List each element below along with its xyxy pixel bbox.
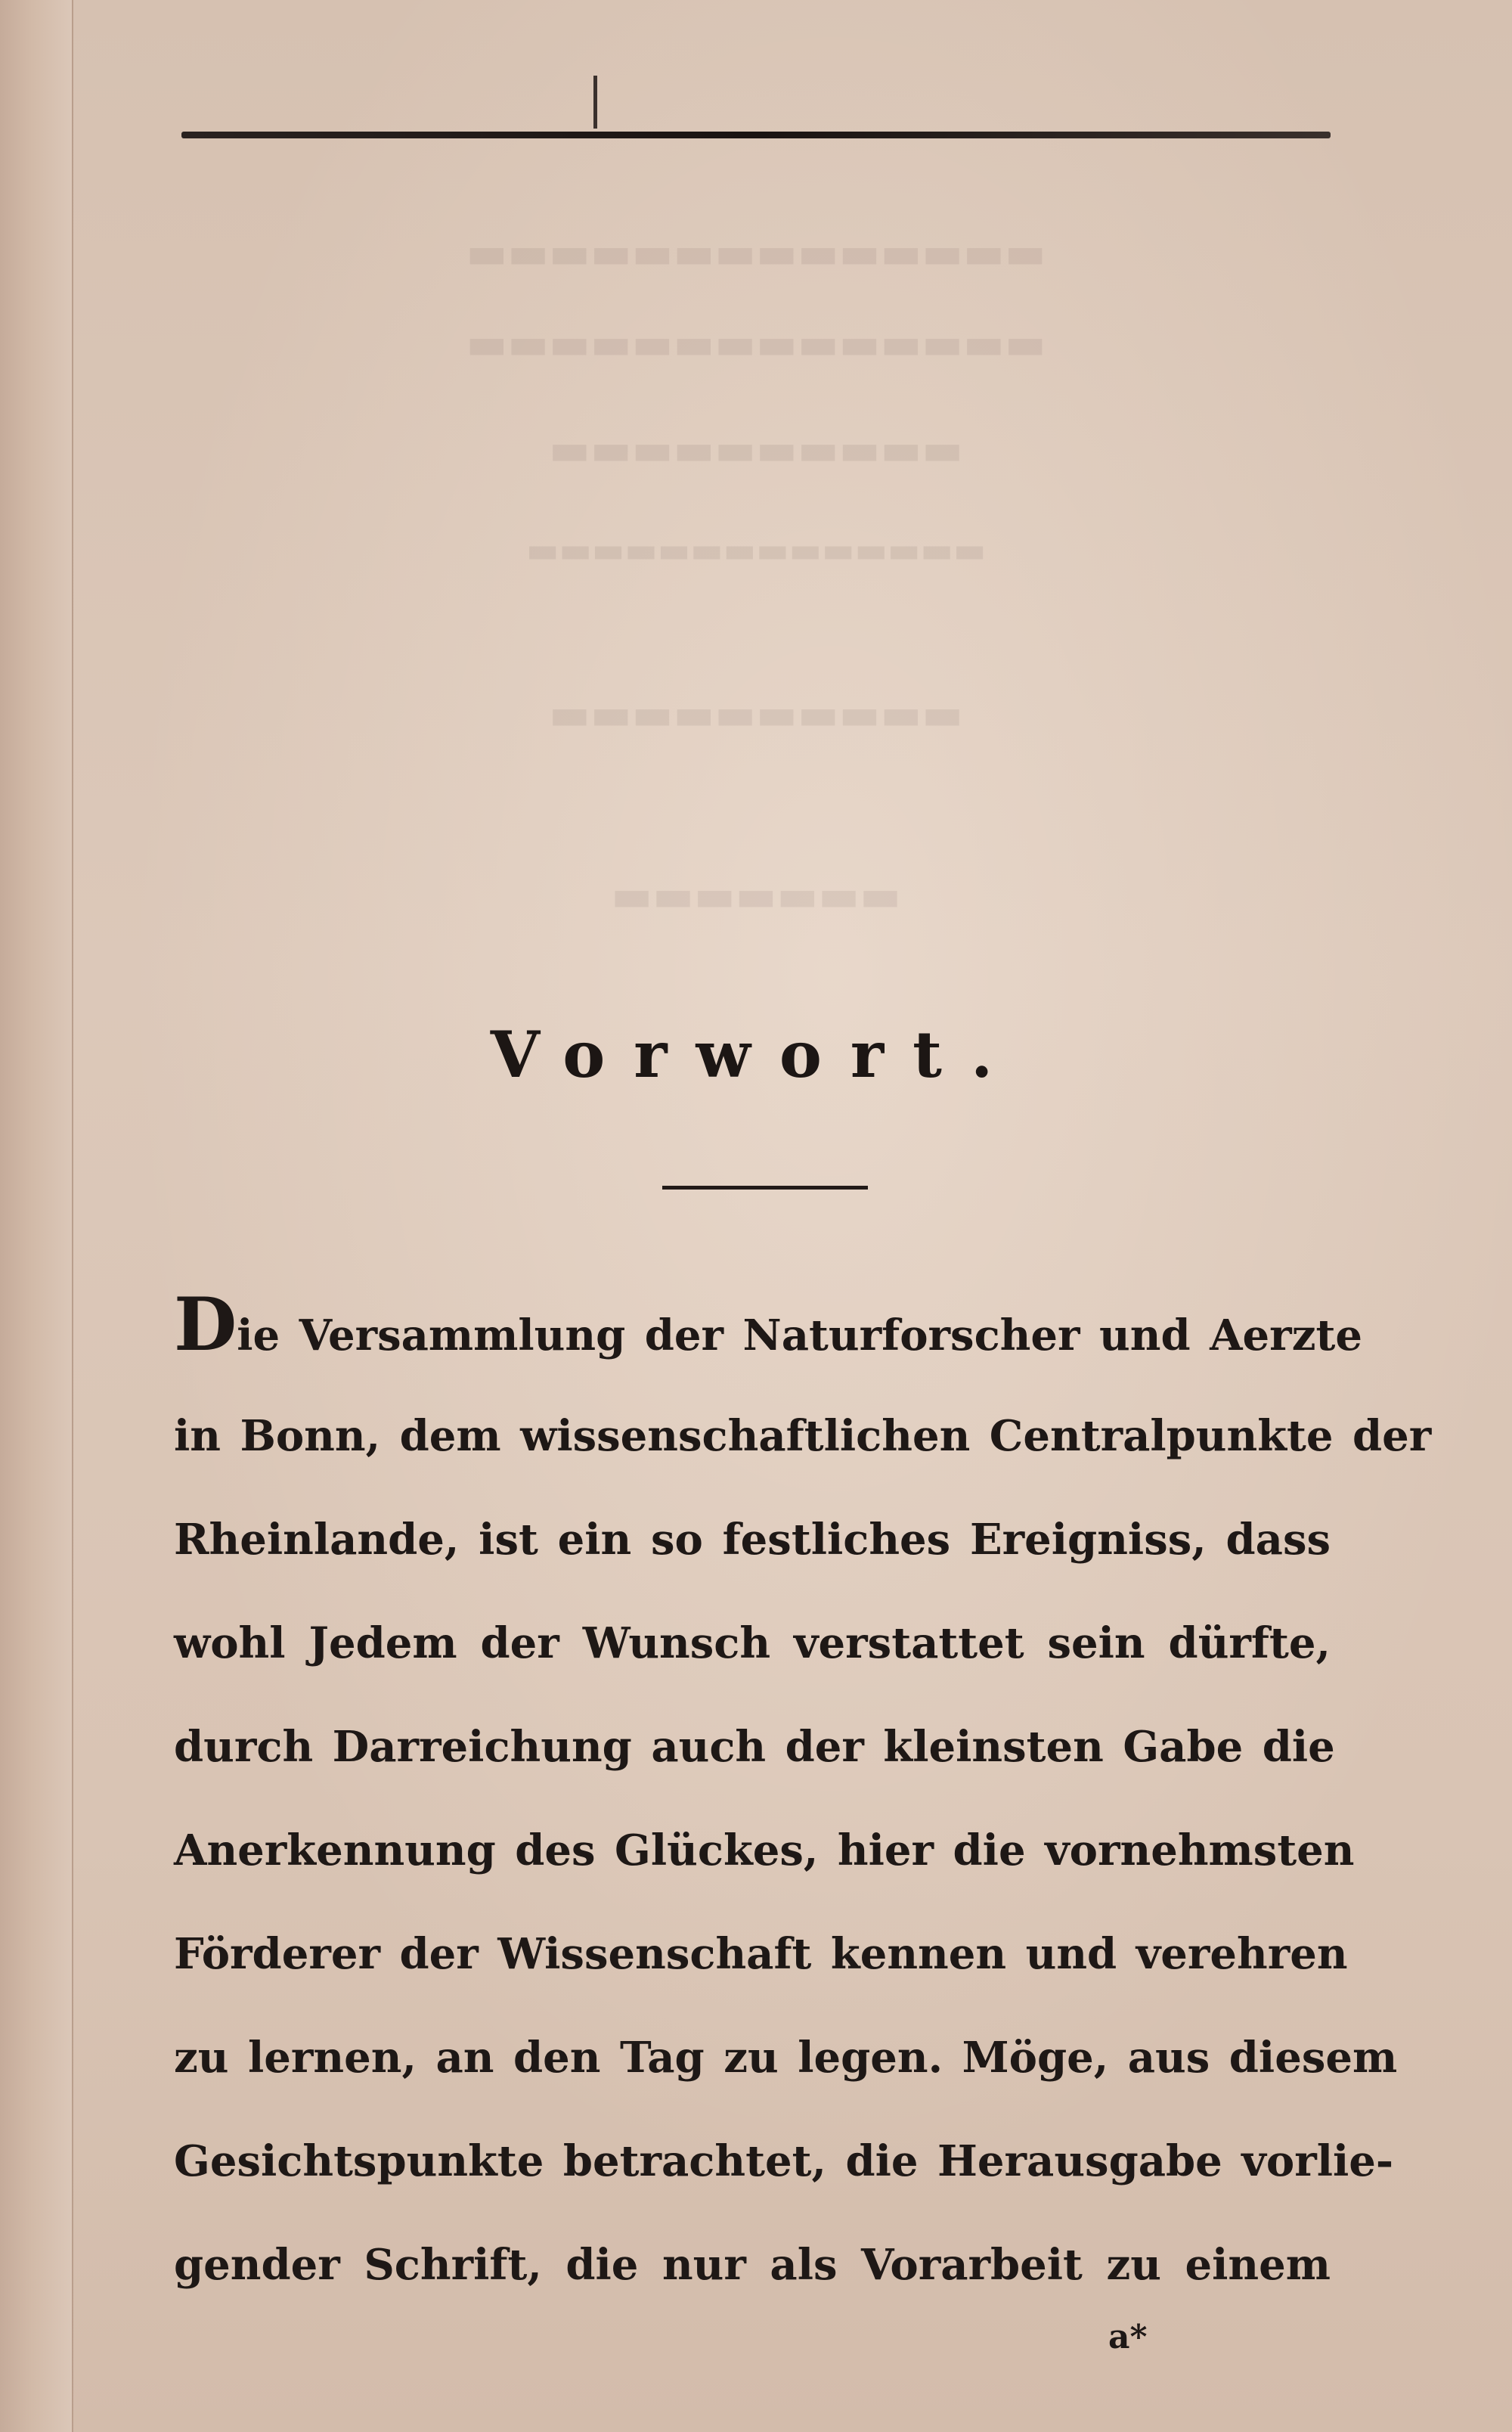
text-line: zu lernen, an den Tag zu legen. Möge, aus diesem — [174, 2033, 1398, 2083]
text-line: Rheinlande, ist ein so festliches Ereigniss, dass — [174, 1515, 1331, 1565]
show-through-line: ▬▬▬▬▬▬▬▬▬▬▬▬▬▬ — [525, 529, 987, 570]
text-line: Gesichtspunkte betrachtet, die Herausgabe vorlie- — [174, 2136, 1394, 2186]
page-title: Vorwort. — [490, 1017, 1022, 1092]
header-rule — [181, 132, 1331, 138]
text-line: Förderer der Wissenschaft kennen und verehren — [174, 1929, 1348, 1979]
text-line: wohl Jedem der Wunsch verstattet sein dürfte, — [174, 1618, 1331, 1668]
text-line: in Bonn, dem wissenschaftlichen Centralpunkte der — [174, 1411, 1432, 1461]
show-through-line: ▬▬▬▬▬▬▬▬▬▬▬▬▬▬ — [466, 227, 1046, 278]
show-through-line: ▬▬▬▬▬▬▬ — [611, 870, 901, 921]
text-line-content: ie Versammlung der Naturforscher und Aerzte — [237, 1311, 1362, 1360]
body-paragraph — [174, 1282, 1432, 2331]
show-through-line: ▬▬▬▬▬▬▬▬▬▬ — [549, 423, 963, 475]
show-through-line: ▬▬▬▬▬▬▬▬▬▬ — [549, 688, 963, 740]
text-line: gender Schrift, die nur als Vorarbeit zu einem — [174, 2240, 1331, 2290]
text-line: durch Darreichung auch der kleinsten Gabe die — [174, 1722, 1335, 1772]
text-line: Anerkennung des Glückes, hier die vornehmsten — [174, 1826, 1355, 1875]
text-line — [174, 1282, 1362, 1398]
signature-mark: a* — [1108, 2318, 1148, 2356]
drop-cap: D — [174, 1282, 237, 1367]
show-through-line: ▬▬▬▬▬▬▬▬▬▬▬▬▬▬ — [466, 318, 1046, 369]
header-rule-tick — [593, 76, 597, 129]
title-rule — [662, 1186, 868, 1190]
